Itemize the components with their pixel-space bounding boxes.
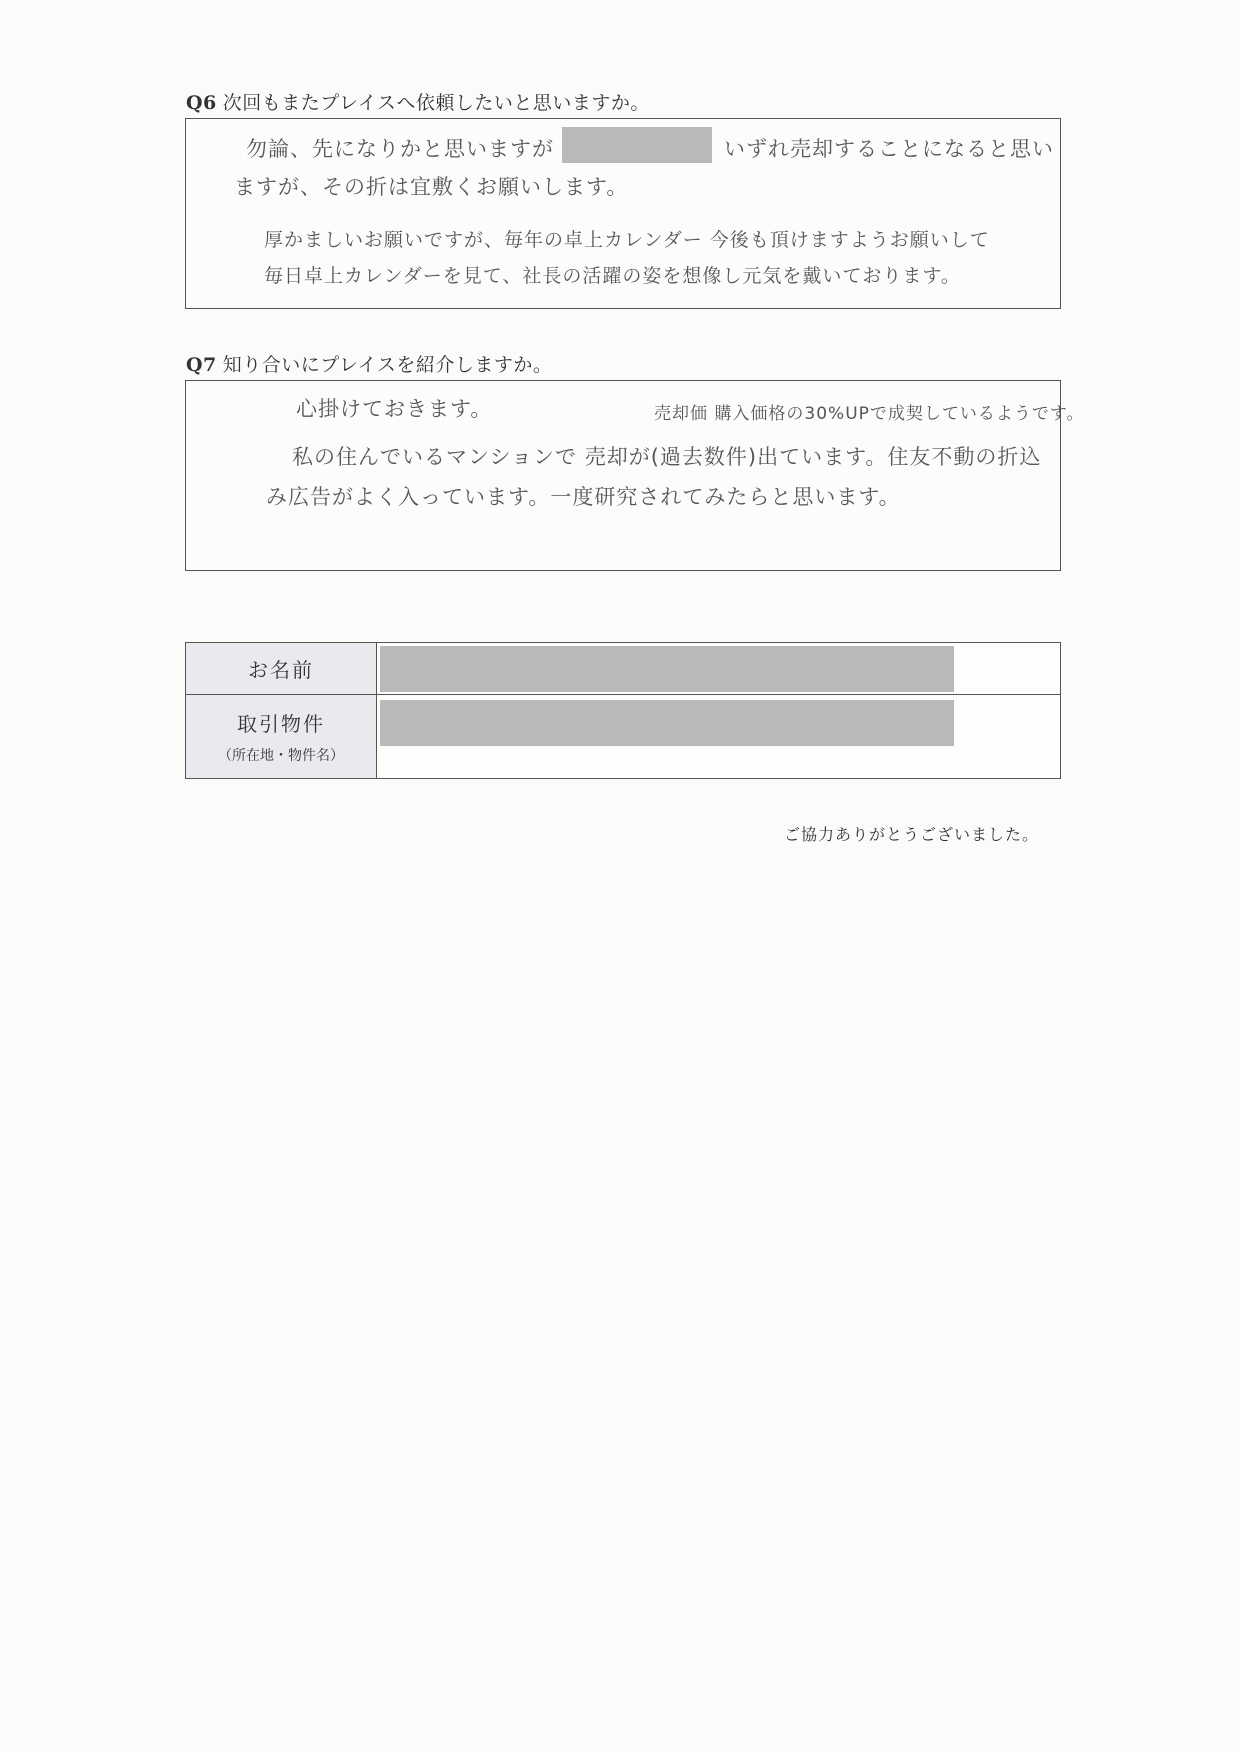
q6-number: Q6 — [186, 92, 217, 114]
q7-answer-line2: 私の住んでいるマンションで 売却が(過去数件)出ています。住友不動の折込 — [292, 445, 1042, 469]
q7-question: 知り合いにプレイスを紹介しますか。 — [222, 354, 553, 376]
q7-answer-line3: み広告がよく入っています。一度研究されてみたらと思います。 — [266, 485, 901, 509]
thanks-message: ご協力ありがとうございました。 — [784, 825, 1040, 844]
name-value-cell — [377, 643, 1061, 695]
q6-answer-line1a: 勿論、先になりかと思いますが — [246, 137, 554, 161]
q7-answer-line1a: 心掛けておきます。 — [296, 397, 493, 421]
q6-answer-line4: 毎日卓上カレンダーを見て、社長の活躍の姿を想像し元気を戴いております。 — [264, 265, 961, 287]
name-row — [186, 643, 1061, 695]
property-value-cell — [377, 695, 1061, 779]
respondent-info-table — [185, 642, 1061, 779]
property-label: 取引物件 — [237, 712, 325, 736]
property-sublabel: （所在地・物件名） — [218, 748, 344, 764]
redacted-block — [562, 127, 712, 163]
q6-answer-line2: ますが、その折は宜敷くお願いします。 — [234, 175, 629, 199]
q6-question: 次回もまたプレイスへ依頼したいと思いますか。 — [222, 92, 650, 114]
q6-answer-line3: 厚かましいお願いですが、毎年の卓上カレンダー 今後も頂けますようお願いして — [264, 229, 990, 251]
redacted-name — [380, 646, 954, 692]
q6-answer-line1b: いずれ売却することになると思い — [724, 137, 1054, 161]
q7-heading — [186, 350, 552, 377]
q7-answer-box — [185, 380, 1085, 571]
redacted-property — [380, 700, 954, 746]
property-row — [186, 695, 1061, 779]
q6-answer-box — [185, 118, 1061, 309]
property-label-cell — [186, 695, 377, 779]
q7-number: Q7 — [186, 354, 217, 376]
name-label: お名前 — [186, 643, 377, 695]
q6-heading — [186, 88, 650, 115]
q7-answer-line1b: 売却価 購入価格の30%UPで成契しているようです。 — [654, 404, 1085, 424]
